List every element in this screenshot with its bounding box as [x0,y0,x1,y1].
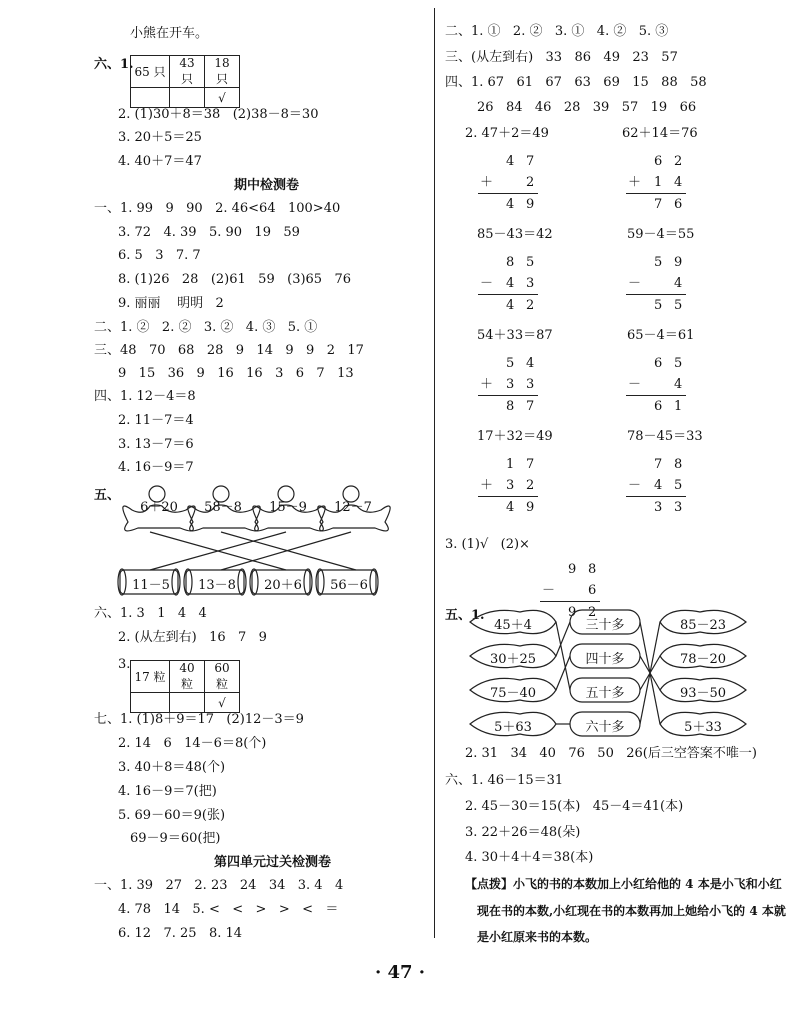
digit: 7 [654,457,663,472]
answer-line: 一、1. 39 27 2. 23 24 34 3. 4 4 [94,878,344,893]
answer-line: 小熊在开车。 [130,26,209,41]
answer-line: 6. 12 7. 25 8. 14 [118,926,243,941]
equation: 54＋33＝87 [477,328,553,343]
digit: 5 [654,255,663,270]
operator: － [480,276,494,291]
equation: 17＋32＝49 [477,429,553,444]
digit: 7 [526,154,535,169]
answer-line: 六、1. 3 1 4 4 [94,606,207,621]
digit: 5 [526,255,535,270]
digit: 1 [506,457,515,472]
vertical-calculation [626,356,686,418]
section-title: 第四单元过关检测卷 [214,855,332,870]
vertical-calculation [478,154,538,216]
hint-text: 现在书的本数,小红现在书的本数再加上她给小飞的 4 本就 [477,904,786,918]
bird-label: 12－7 [334,500,372,515]
answer-line: 3. (1)√ (2)× [445,537,530,552]
answer-line: 一、1. 99 9 90 2. 46<64 100>40 [94,201,341,216]
table-cell: 65 只 [131,56,170,88]
equation: 65－4＝61 [627,328,695,343]
table-cell: 18 只 [205,56,240,88]
digit: 4 [506,276,515,291]
cloud-label: 三十多 [585,618,625,633]
digit: 2 [588,605,597,620]
equation: 59－4＝55 [627,227,695,242]
page-number: · 47 · [374,962,426,983]
leaf-label: 93－50 [679,686,727,701]
answer-line: 3. 13－7＝6 [118,437,194,452]
leaf-label: 5＋33 [684,720,722,735]
answer-line: 6. 5 3 7. 7 [118,248,201,263]
vertical-calculation [626,255,686,317]
operator: － [628,276,642,291]
digit: 5 [674,478,683,493]
answer-line: 4. 30＋4＋4＝38(本) [465,850,594,865]
answer-line: 4. 78 14 5. < < > > < ＝ [118,902,339,917]
vertical-calculation [626,457,686,519]
bird-label: 15－9 [269,500,307,515]
digit: 7 [526,399,535,414]
cloud-label: 五十多 [585,686,625,701]
digit: 4 [674,175,683,190]
digit: 3 [506,478,515,493]
answer-line: 二、1. ① 2. ② 3. ① 4. ② 5. ③ [445,24,669,39]
hint-text: 是小红原来书的本数。 [477,930,598,944]
answer-line: 四、1. 67 61 67 63 69 15 88 58 [445,75,707,90]
table-cell [170,693,205,713]
answer-line: 2. (从左到右) 16 7 9 [118,630,267,645]
digit: 4 [506,500,515,515]
digit: 3 [654,500,663,515]
cloud-label: 四十多 [585,652,625,667]
answer-line: 三、(从左到右) 33 86 49 23 57 [445,50,678,65]
digit: 6 [674,197,683,212]
digit: 5 [674,356,683,371]
digit: 4 [506,197,515,212]
answer-line: 2. 14 6 14－6＝8(个) [118,736,267,751]
operator: ＋ [628,175,642,190]
digit: 9 [568,562,577,577]
section-label: 3. [118,657,131,672]
table-cell: 40 粒 [170,661,205,693]
leaf-label: 30＋25 [489,652,537,667]
digit: 7 [526,457,535,472]
section-label: 五、 [94,488,121,503]
digit: 4 [674,276,683,291]
vertical-calculation [478,457,538,519]
answer-line: 4. 16－9＝7 [118,460,194,475]
operator: － [628,478,642,493]
digit: 3 [506,377,515,392]
table-cell: 17 粒 [131,661,170,693]
leaf-label: 45＋4 [494,618,532,633]
answer-table [130,660,240,713]
digit: 3 [674,500,683,515]
operator: ＋ [480,175,494,190]
digit: 8 [674,457,683,472]
digit: 7 [654,197,663,212]
answer-line: 二、1. ② 2. ② 3. ② 4. ③ 5. ① [94,320,318,335]
answer-line: 3. 20＋5＝25 [118,130,202,145]
bird-label: 6＋20 [140,500,178,515]
answer-line: 六、1. 46－15＝31 [445,773,564,788]
equation: 85－43＝42 [477,227,553,242]
calc-rule [478,496,538,497]
operator: ＋ [480,478,494,493]
digit: 4 [526,356,535,371]
digit: 2 [674,154,683,169]
leaf-label: 78－20 [679,652,727,667]
digit: 2 [526,175,535,190]
answer-line: 2. 31 34 40 76 50 26(后三空答案不唯一) [465,746,757,761]
table-cell: 60 粒 [205,661,240,693]
digit: 9 [526,500,535,515]
answer-line: 三、48 70 68 28 9 14 9 9 2 17 [94,343,364,358]
digit: 8 [506,255,515,270]
equation: 2. 47＋2＝49 [465,126,549,141]
check-mark: √ [205,88,240,108]
digit: 9 [674,255,683,270]
answer-line: 9 15 36 9 16 16 3 6 7 13 [118,366,354,381]
digit: 2 [526,298,535,313]
digit: 5 [654,298,663,313]
answer-line: 四、1. 12－4＝8 [94,389,196,404]
match-line [556,622,570,656]
digit: 4 [506,154,515,169]
pipe-label: 13－8 [198,578,236,593]
cloud-label: 六十多 [585,720,625,735]
check-mark: √ [205,693,240,713]
digit: 6 [654,356,663,371]
answer-line: 3. 40＋8＝48(个) [118,760,226,775]
bird-label: 58－8 [204,500,242,515]
equation: 78－45＝33 [627,429,703,444]
table-cell: 43 只 [170,56,205,88]
calc-rule [626,193,686,194]
table-cell [170,88,205,108]
match-line [556,622,570,690]
digit: 6 [588,583,597,598]
answer-line: 9. 丽丽 明明 2 [118,296,224,311]
digit: 1 [654,175,663,190]
section-title: 期中检测卷 [234,178,300,193]
answer-line: 5. 69－60＝9(张) [118,808,226,823]
digit: 1 [674,399,683,414]
hint-text: 【点拨】小飞的书的本数加上小红给他的 4 本是小飞和小红 [465,877,782,891]
vertical-calculation [478,356,538,418]
digit: 6 [654,399,663,414]
calc-rule [626,294,686,295]
section-label: 五、1. [445,608,485,623]
answer-line: 七、1. (1)8＋9＝17 (2)12－3＝9 [94,712,304,727]
answer-line: 26 84 46 28 39 57 19 66 [477,100,697,115]
leaf-label: 75－40 [489,686,537,701]
section-label: 六、1. [94,57,134,72]
column-divider [434,8,435,938]
calc-rule [478,193,538,194]
digit: 4 [506,298,515,313]
digit: 8 [506,399,515,414]
pipe-label: 11－5 [132,578,170,593]
calc-rule [478,294,538,295]
equation: 62＋14＝76 [622,126,698,141]
digit: 4 [674,377,683,392]
digit: 6 [654,154,663,169]
answer-line: 3. 22＋26＝48(朵) [465,825,581,840]
operator: ＋ [480,377,494,392]
pipe-label: 20＋6 [264,578,302,593]
digit: 9 [568,605,577,620]
digit: 9 [526,197,535,212]
table-cell [131,693,170,713]
leaf-label: 5＋63 [494,720,532,735]
calc-rule [478,395,538,396]
answer-line: 2. (1)30＋8＝38 (2)38－8＝30 [118,107,319,122]
answer-line: 2. 45－30＝15(本) 45－4＝41(本) [465,799,684,814]
digit: 5 [506,356,515,371]
answer-table [130,55,240,108]
digit: 4 [654,478,663,493]
calc-rule [626,395,686,396]
pipe-label: 56－6 [330,578,368,593]
answer-line: 8. (1)26 28 (2)61 59 (3)65 76 [118,272,352,287]
answer-line: 4. 16－9＝7(把) [118,784,217,799]
answer-line: 2. 11－7＝4 [118,413,194,428]
digit: 2 [526,478,535,493]
match-line [556,656,570,690]
vertical-calculation [626,154,686,216]
vertical-calculation [478,255,538,317]
digit: 5 [674,298,683,313]
digit: 8 [588,562,597,577]
calc-rule [626,496,686,497]
operator: － [542,583,556,598]
leaf-label: 85－23 [679,618,727,633]
operator: － [628,377,642,392]
digit: 3 [526,377,535,392]
answer-line: 4. 40＋7＝47 [118,154,202,169]
answer-line: 69－9＝60(把) [130,831,221,846]
digit: 3 [526,276,535,291]
answer-line: 3. 72 4. 39 5. 90 19 59 [118,225,300,240]
table-cell [131,88,170,108]
